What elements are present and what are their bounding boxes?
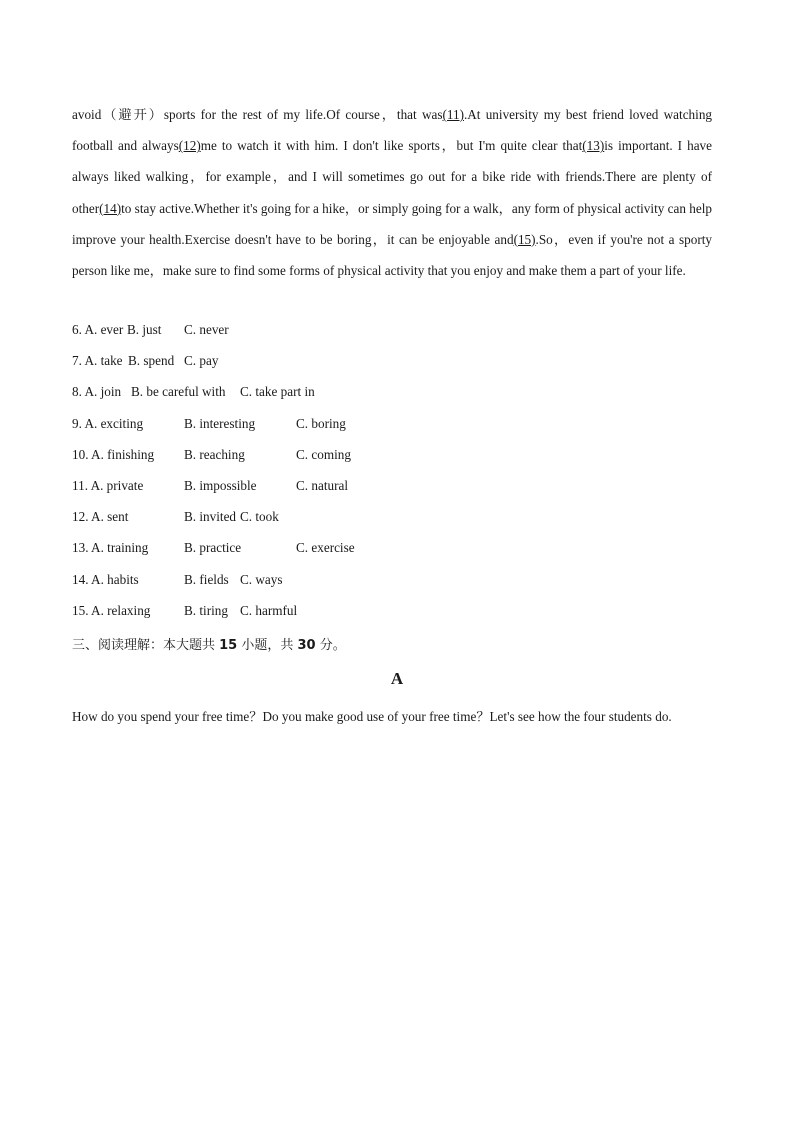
option-a: 15. A. relaxing: [72, 603, 151, 618]
passage-text: .So，even if you're not a sporty person like me，make sure to find some forms of physical activity that you enjoy and make them a part of your life.: [72, 231, 713, 279]
option-a: 13. A. training: [72, 540, 149, 555]
option-c: C. harmful: [240, 603, 298, 618]
option-a: 6. A. ever: [72, 322, 124, 337]
option-b: B. practice: [184, 540, 242, 555]
section-heading-text: 分。: [315, 638, 346, 653]
passage-text: to stay active.Whether it's going for a hike，or simply going for a walk，any form of physical activity can help improve your health.Exercise doesn't have to be boring，it can be enjoyable and: [72, 200, 712, 247]
option-a: 10. A. finishing: [72, 447, 155, 462]
option-b: B. tiring: [184, 603, 228, 618]
passage-text: .At university my best friend loved watching football and always: [72, 107, 713, 154]
passage-text: me to watch it with him. I don't like sports，but I'm quite clear that: [200, 138, 583, 154]
option-a: 9. A. exciting: [72, 416, 144, 431]
option-c: C. exercise: [296, 540, 355, 555]
section-question-count: 15: [219, 638, 238, 653]
passage-text: avoid（避开）sports for the rest of my life.Of course，that was: [72, 107, 443, 122]
option-b: B. fields: [184, 572, 229, 587]
option-b: B. invited: [184, 509, 237, 524]
option-a: 7. A. take: [72, 353, 123, 368]
option-a: 11. A. private: [72, 478, 144, 493]
option-c: C. take part in: [240, 384, 315, 399]
option-c: C. boring: [296, 416, 346, 431]
blank-13: (13): [582, 138, 605, 154]
section-heading-text: 小题，共: [237, 638, 298, 653]
option-c: C. pay: [184, 353, 219, 368]
cloze-passage: [72, 99, 712, 286]
section-heading-text: 三、阅读理解：本大题共: [72, 638, 220, 653]
section-score: 30: [297, 638, 316, 653]
option-c: C. took: [240, 509, 279, 524]
option-b: B. be careful with: [131, 384, 226, 399]
option-c: C. coming: [296, 447, 351, 462]
option-b: B. reaching: [184, 447, 245, 462]
passage-text: is important. I have always liked walking，for example，and I will sometimes go out for a bike ride with friends.There are plenty of other: [72, 138, 712, 216]
section-heading: [72, 634, 346, 653]
option-b: B. interesting: [184, 416, 256, 431]
blank-11: (11): [442, 107, 464, 122]
option-a: 12. A. sent: [72, 509, 129, 524]
option-b: B. spend: [128, 353, 175, 368]
option-c: C. ways: [240, 572, 283, 587]
passage-a-heading: A: [390, 669, 404, 688]
passage-a-intro: How do you spend your free time？Do you make good use of your free time？Let's see how the four students do.: [72, 709, 672, 724]
option-c: C. natural: [296, 478, 349, 493]
blank-12: (12): [178, 138, 201, 154]
option-a: 14. A. habits: [72, 572, 139, 587]
blank-14: (14): [99, 200, 122, 216]
option-c: C. never: [184, 322, 229, 337]
option-a: 8. A. join: [72, 384, 122, 399]
option-b: B. impossible: [184, 478, 257, 493]
option-b: B. just: [127, 322, 162, 337]
blank-15: (15): [513, 231, 536, 247]
